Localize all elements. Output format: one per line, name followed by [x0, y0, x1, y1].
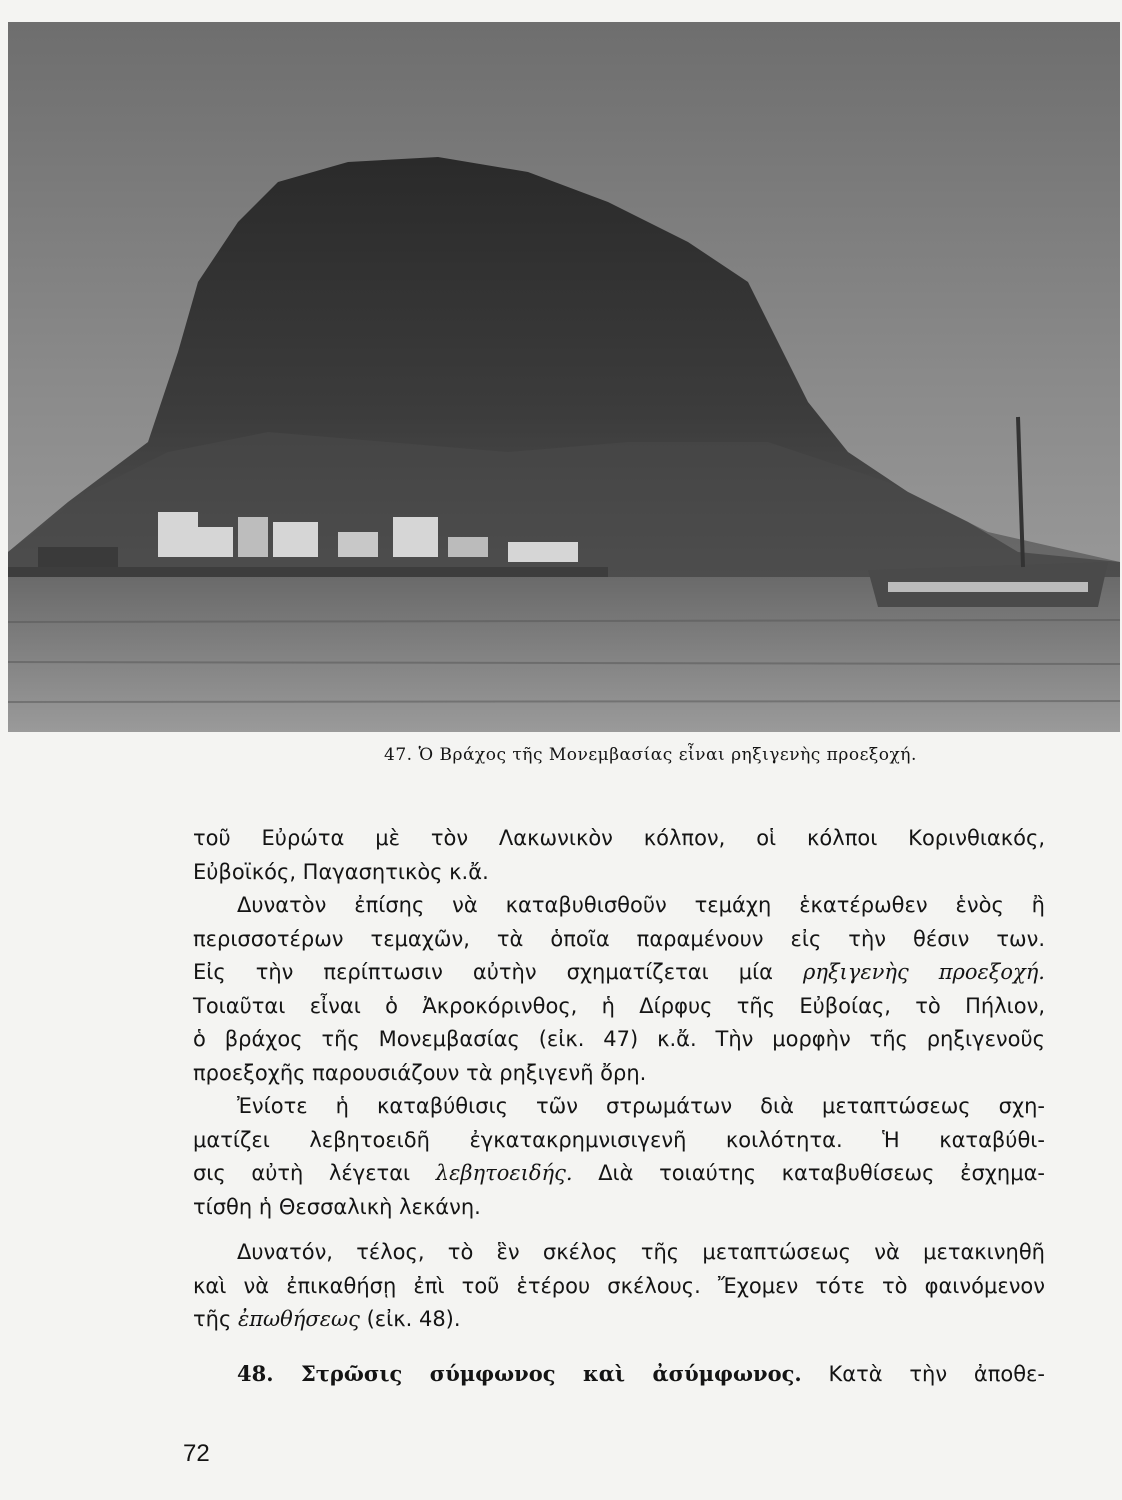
- text-line: τοῦ Εὐρώτα μὲ τὸν Λακωνικὸν κόλπον, οἱ κόλποι Κορινθιακός,: [193, 826, 1045, 850]
- monemvasia-rock-photo: [8, 22, 1120, 732]
- text-line: [193, 1303, 1045, 1337]
- text-fragment: Εἰς τὴν περίπτωσιν αὐτὴν σχηματίζεται μία: [193, 960, 774, 984]
- text-line: Εὐβοϊκός, Παγασητικὸς κ.ἄ.: [193, 859, 489, 884]
- figure-caption: 47. Ὁ Βράχος τῆς Μονεμβασίας εἶναι ρηξιγενὴς προεξοχή.: [384, 745, 917, 765]
- text-line: ὁ βράχος τῆς Μονεμβασίας (εἰκ. 47) κ.ἄ. Τὴν μορφὴν τῆς ρηξιγενοῦς: [193, 1027, 1045, 1051]
- text-line: περισσοτέρων τεμαχῶν, τὰ ὁποῖα παραμένουν εἰς τὴν θέσιν των.: [193, 926, 1045, 951]
- section-heading: 48. Στρῶσις σύμφωνος καὶ ἀσύμφωνος.: [237, 1360, 802, 1386]
- text-line: Δυνατόν, τέλος, τὸ ἓν σκέλος τῆς μεταπτώσεως νὰ μετακινηθῆ: [237, 1240, 1045, 1264]
- text-line: [193, 956, 1045, 990]
- text-line: Ἐνίοτε ἡ καταβύθισις τῶν στρωμάτων διὰ μεταπτώσεως σχη-: [237, 1094, 1045, 1118]
- text-line: [193, 1157, 1045, 1191]
- text-fragment: σις αὐτὴ λέγεται: [193, 1161, 411, 1185]
- emphasis-term: ρηξιγενὴς προεξοχή.: [803, 960, 1045, 984]
- text-line: Τοιαῦται εἶναι ὁ Ἀκροκόρινθος, ἡ Δίρφυς τῆς Εὐβοίας, τὸ Πήλιον,: [193, 993, 1045, 1018]
- text-line: καὶ νὰ ἐπικαθήσῃ ἐπὶ τοῦ ἑτέρου σκέλους. Ἔχομεν τότε τὸ φαινόμενον: [193, 1273, 1045, 1298]
- text-line: Δυνατὸν ἐπίσης νὰ καταβυθισθοῦν τεμάχη ἑκατέρωθεν ἑνὸς ἢ: [237, 893, 1045, 917]
- emphasis-term: λεβητοειδής.: [435, 1161, 573, 1185]
- emphasis-term: ἐπωθήσεως: [237, 1307, 360, 1331]
- text-line: τίσθη ἡ Θεσσαλικὴ λεκάνη.: [193, 1194, 481, 1219]
- text-line: προεξοχῆς παρουσιάζουν τὰ ρηξιγενῆ ὄρη.: [193, 1060, 647, 1085]
- text-fragment: Κατὰ τὴν ἀποθε-: [828, 1361, 1045, 1386]
- page-number: 72: [183, 1440, 210, 1467]
- text-fragment: (εἰκ. 48).: [366, 1307, 461, 1331]
- text-line: ματίζει λεβητοειδῆ ἐγκατακρημνισιγενῆ κοιλότητα. Ἡ καταβύθι-: [193, 1127, 1045, 1152]
- body-text: [193, 822, 1045, 1391]
- section-heading-line: [193, 1357, 1045, 1392]
- photo-illustration: [8, 22, 1120, 732]
- text-fragment: Διὰ τοιαύτης καταβυθίσεως ἐσχημα-: [598, 1161, 1045, 1185]
- text-fragment: τῆς: [193, 1307, 232, 1331]
